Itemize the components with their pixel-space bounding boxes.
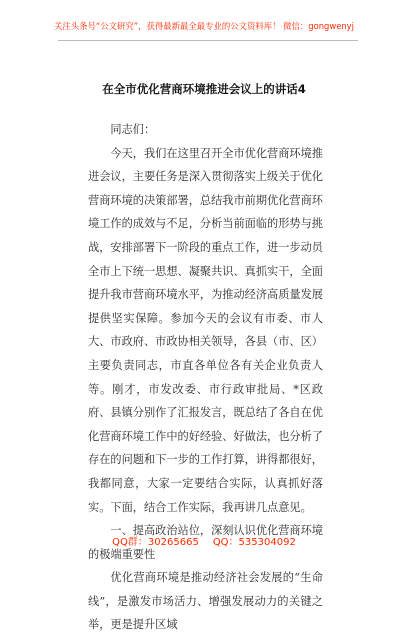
salutation: 同志们： xyxy=(110,123,156,136)
document-title: 在全市优化营商环境推进会议上的讲话4 xyxy=(102,82,306,96)
header-divider xyxy=(58,40,358,41)
document-body xyxy=(88,118,323,637)
section-heading: 一、提高政治站位，深刻认识优化营商环境的极端重要性 xyxy=(88,524,323,561)
paragraph-opening: 今天，我们在这里召开全市优化营商环境推进会议，主要任务是深入贯彻落实上级关于优化营商环境的决策部署，总结我市前期优化营商环境工作的成效与不足，分析当前面临的形势与挑战，安排部署下一阶段的重点工作，进一步动员全市上下统一思想、凝聚共识、真抓实干，全面提升我市营商环境水平，为推动经济高质量发展提供坚实保障。参加今天的会议有市委、市人大、市政府、市政协相关领导，各县（市、区）主要负责同志，市直各单位各有关企业负责人等。刚才，市发改委、市行政审批局、*区政府、县镇分别作了汇报发言，既总结了各自在优化营商环境工作中的好经验、好做法，也分析了存在的问题和下一步的工作打算，讲得都很好，我都同意，大家一定要结合实际，认真抓好落实。下面，结合工作实际，我再讲几点意见。 xyxy=(88,146,323,514)
paragraph-section-1: 优化营商环境是推动经济社会发展的“生命线”，是激发市场活力、增强发展动力的关键之举，更是提升区域 xyxy=(88,571,323,632)
footer-qq-group: QQ群：30265665 xyxy=(112,537,199,548)
footer-contact xyxy=(0,533,408,548)
header-banner: 关注头条号“公文研究”，获得最新最全最专业的公文资料库！ 微信：gongwenyj xyxy=(54,21,354,31)
footer-qq: QQ：535304092 xyxy=(212,537,296,548)
